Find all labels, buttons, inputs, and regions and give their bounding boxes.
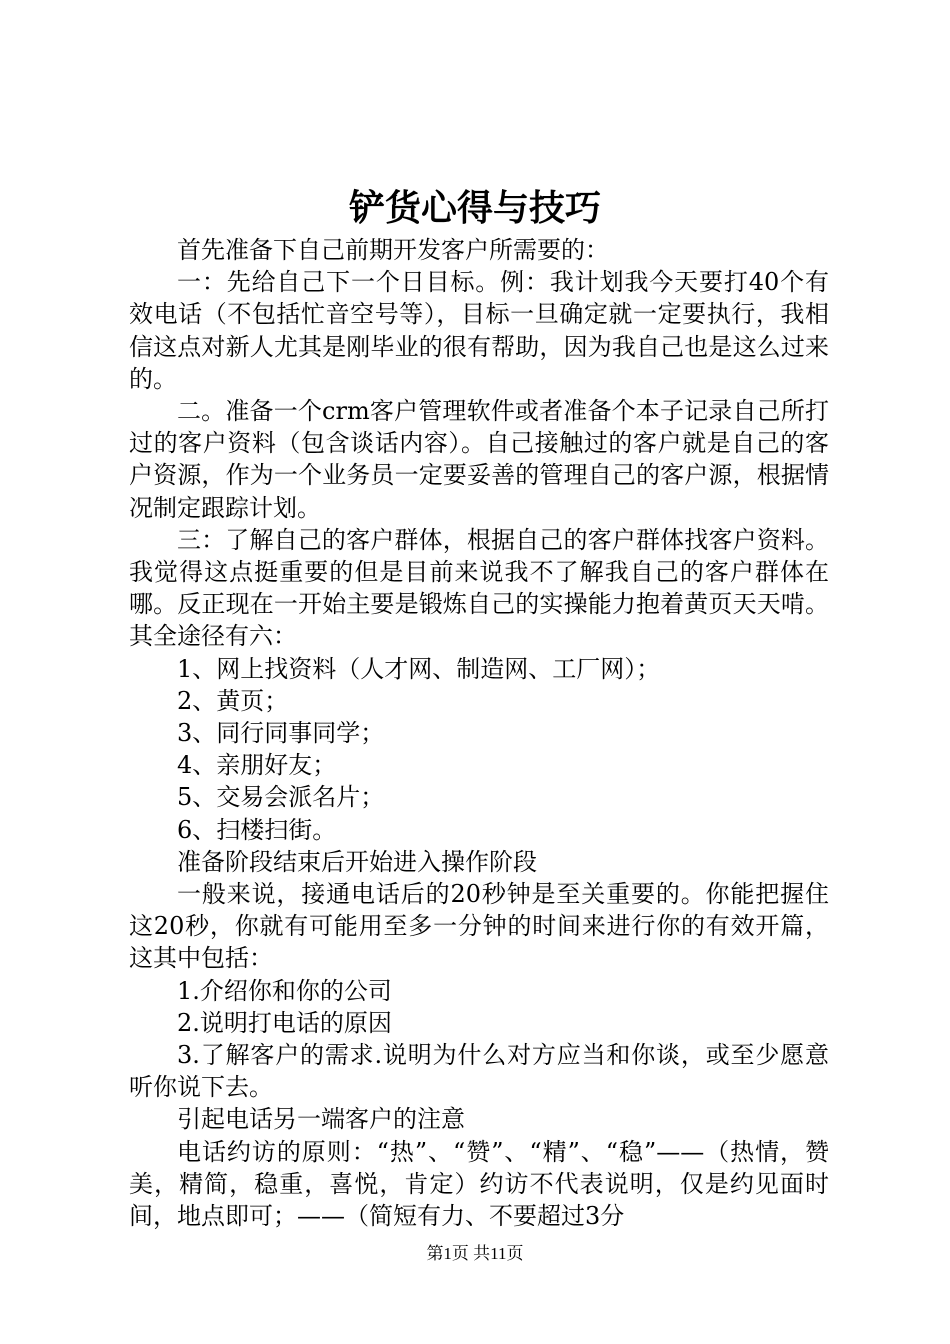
list-item: 3、同行同事同学； (177, 719, 385, 748)
list-item: 1.介绍你和你的公司 (177, 976, 392, 1005)
paragraph-first-20-seconds: 一般来说，接通电话后的20秒钟是至关重要的。你能把握住这20秒，你就有可能用至多一分钟的时间来进行你的有效开篇，这其中包括： (129, 880, 829, 973)
list-item: 2、黄页； (177, 686, 289, 715)
paragraph-call-principles: 电话约访的原则：“热”、“赞”、“精”、“稳”——（热情，赞美，精简，稳重，喜悦，肯定）约访不代表说明，仅是约见面时间，地点即可；——（简短有力、不要超过3分 (129, 1137, 829, 1231)
page-number: 第1页 共11页 (426, 1244, 524, 1263)
list-item: 1、网上找资料（人才网、制造网、工厂网）； (177, 654, 661, 683)
paragraph-step-3: 三：了解自己的客户群体，根据自己的客户群体找客户资料。我觉得这点挺重要的但是目前来说我不了解我自己的客户群体在哪。反正现在一开始主要是锻炼自己的实操能力抱着黄页天天啃。其全途径有六： (129, 525, 829, 651)
paragraph-step-2: 二。准备一个crm客户管理软件或者准备个本子记录自己所打过的客户资料（包含谈话内容）。自己接触过的客户就是自己的客户资源，作为一个业务员一定要妥善的管理自己的客户源，根据情况制定跟踪计划。 (129, 397, 829, 522)
list-item: 2.说明打电话的原因 (177, 1008, 392, 1037)
list-item: 3.了解客户的需求.说明为什么对方应当和你谈，或至少愿意听你说下去。 (129, 1041, 829, 1102)
list-item: 4、亲朋好友； (177, 751, 337, 780)
list-item: 5、交易会派名片； (177, 783, 385, 812)
list-item: 6、扫楼扫街。 (177, 815, 337, 844)
paragraph-operation-phase: 准备阶段结束后开始进入操作阶段 (177, 847, 537, 876)
document-title: 铲货心得与技巧 (348, 187, 601, 229)
document-body (129, 234, 829, 1232)
paragraph-step-1: 一：先给自己下一个日目标。例：我计划我今天要打40个有效电话（不包括忙音空号等），目标一旦确定就一定要执行，我相信这点对新人尤其是刚毕业的很有帮助，因为我自己也是这么过来的。 (129, 268, 829, 393)
paragraph-attention: 引起电话另一端客户的注意 (177, 1105, 465, 1134)
paragraph-intro: 首先准备下自己前期开发客户所需要的： (177, 236, 609, 264)
